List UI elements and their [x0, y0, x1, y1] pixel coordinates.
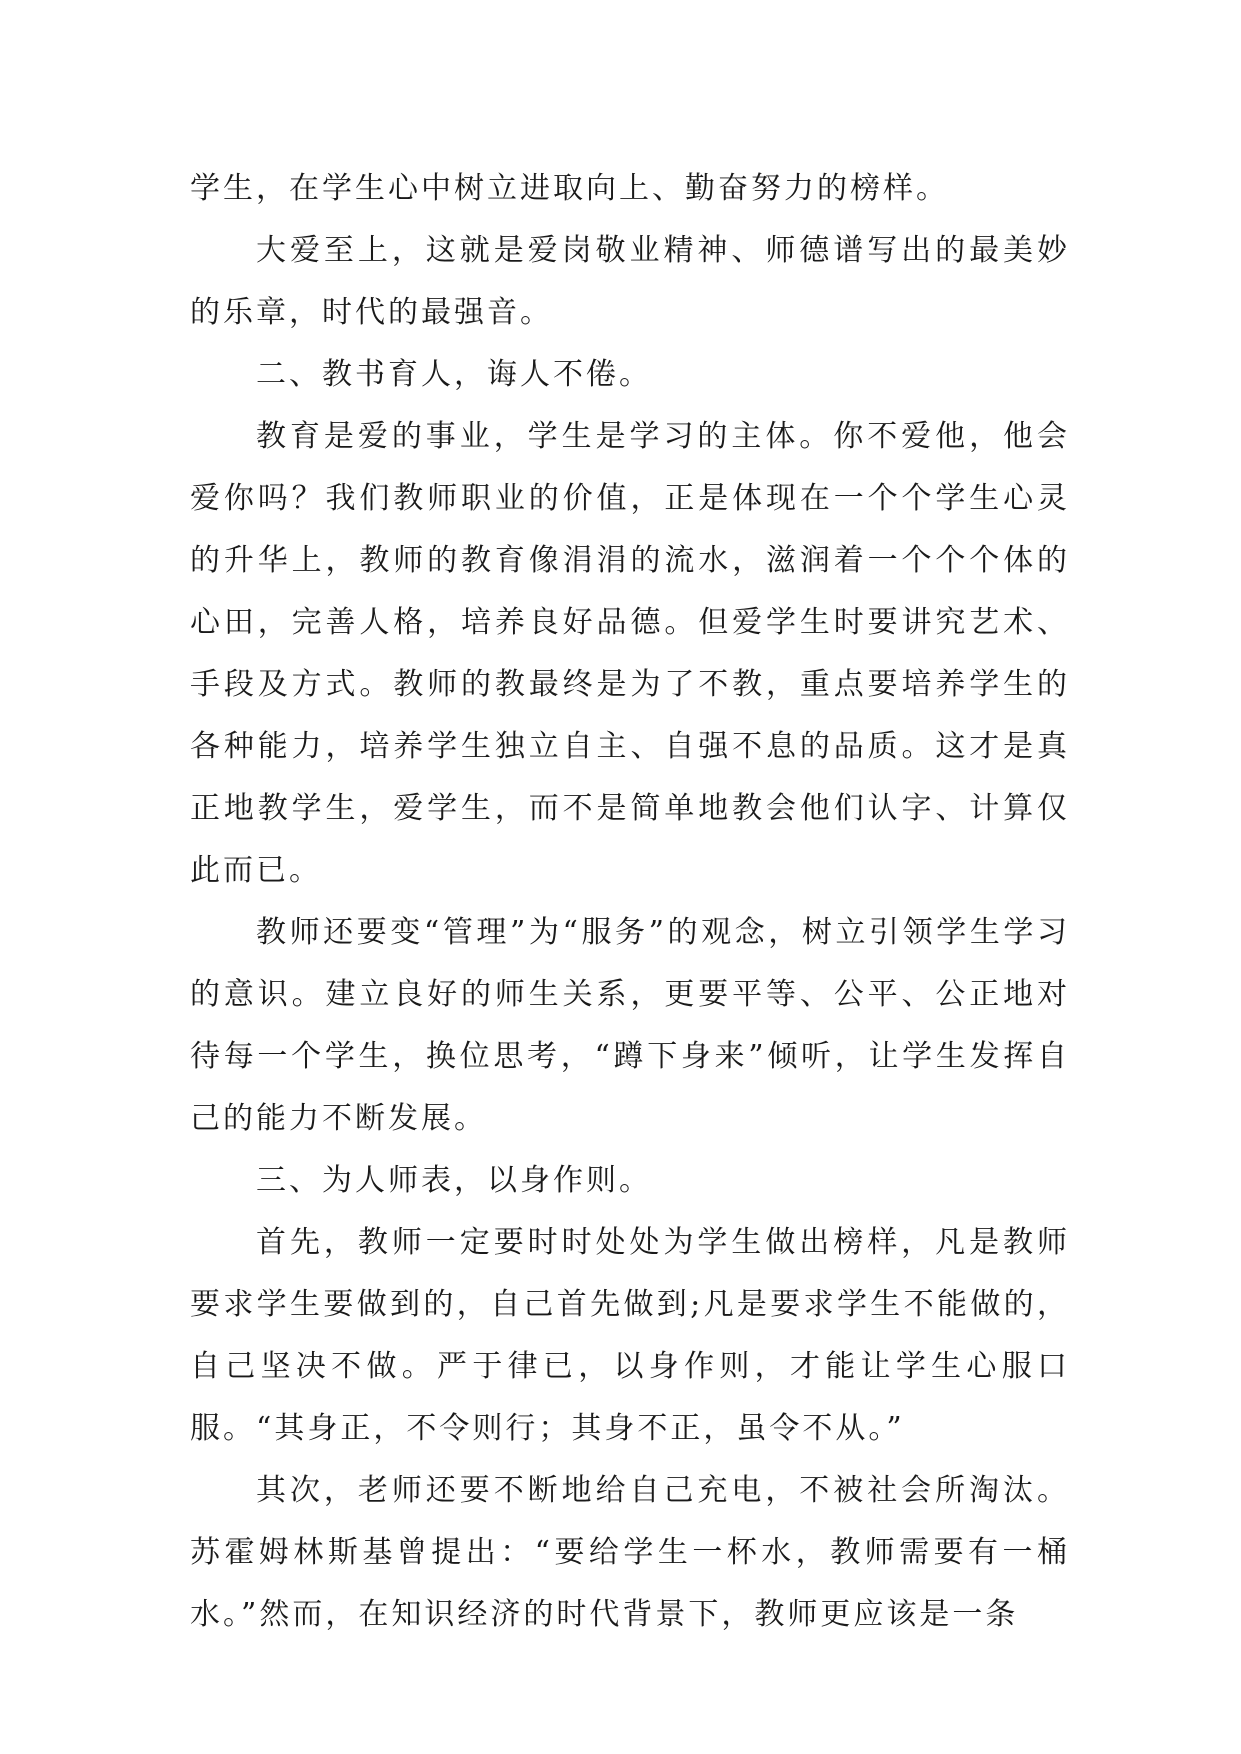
- body-text: [190, 158, 1070, 1646]
- section-heading-two: 二、教书育人，诲人不倦。: [256, 357, 652, 392]
- paragraph-love-supreme: 大爱至上，这就是爱岗敬业精神、师德谱写出的最美妙的乐章，时代的最强音。: [190, 233, 1070, 330]
- paragraph-management-service: 教师还要变“管理”为“服务”的观念，树立引领学生学习的意识。建立良好的师生关系，更要平等、公平、公正地对待每一个学生，换位思考，“蹲下身来”倾听，让学生发挥自己的能力不断发展。: [190, 915, 1070, 1136]
- paragraph-education-love: 教育是爱的事业，学生是学习的主体。你不爱他，他会爱你吗？我们教师职业的价值，正是体现在一个个学生心灵的升华上，教师的教育像涓涓的流水，滋润着一个个个体的心田，完善人格，培养良好品德。但爱学生时要讲究艺术、手段及方式。教师的教最终是为了不教，重点要培养学生的各种能力，培养学生独立自主、自强不息的品质。这才是真正地教学生，爱学生，而不是简单地教会他们认字、计算仅此而已。: [190, 419, 1070, 888]
- paragraph-continuation: 学生，在学生心中树立进取向上、勤奋努力的榜样。: [190, 171, 949, 206]
- section-heading-three: 三、为人师表，以身作则。: [256, 1163, 652, 1198]
- paragraph-second-recharge: 其次，老师还要不断地给自己充电，不被社会所淘汰。苏霍姆林斯基曾提出：“要给学生一杯水，教师需要有一桶水。”然而，在知识经济的时代背景下，教师更应该是一条: [190, 1473, 1070, 1632]
- paragraph-first-example: 首先，教师一定要时时处处为学生做出榜样，凡是教师要求学生要做到的，自己首先做到;凡是要求学生不能做的，自己坚决不做。严于律已，以身作则，才能让学生心服口服。“其身正，不令则行；其身不正，虽令不从。”: [190, 1225, 1070, 1446]
